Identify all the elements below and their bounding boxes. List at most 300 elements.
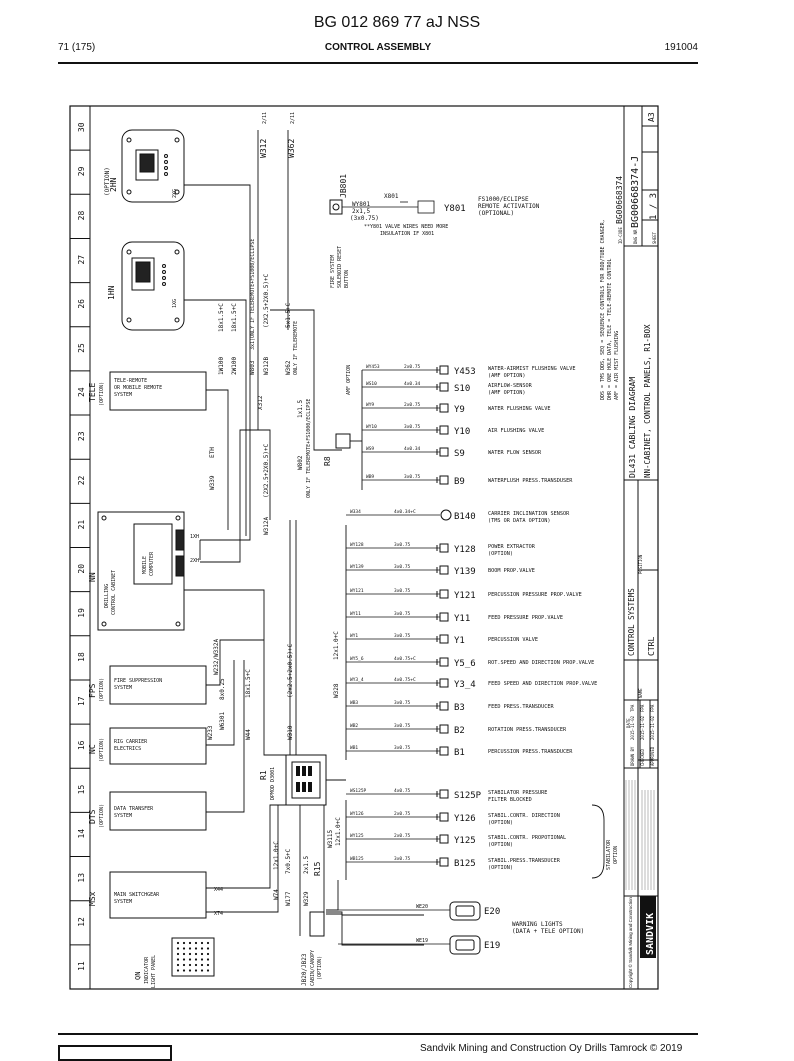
r1-box — [259, 755, 326, 805]
ruler-mark: 24 — [77, 387, 86, 397]
component-row — [362, 474, 573, 487]
ruler-mark: 26 — [77, 299, 86, 309]
component-id: Y453 — [454, 367, 476, 377]
cable-w312-ref: 2/11 — [262, 111, 268, 124]
component-row — [362, 424, 544, 437]
system-name: CONTROL SYSTEMS — [627, 588, 636, 656]
component-desc-2: (OPTION) — [488, 820, 513, 826]
jb20-box — [301, 912, 324, 986]
component-desc: WATER-AIRMIST FLUSHING VALVE — [488, 366, 576, 372]
cable-w312a: W312A — [263, 516, 270, 535]
component-id: B140 — [454, 512, 476, 522]
ruler-mark: 14 — [77, 828, 86, 839]
fps-desc-1: FIRE SUPPRESSION — [114, 678, 163, 684]
component-row — [346, 588, 582, 601]
page-number: 71 (175) — [58, 42, 96, 53]
approved-date: 2015-11-02 — [650, 715, 655, 740]
component-cable-spec: 2x0.75 — [404, 365, 421, 370]
connector-symbol — [440, 366, 448, 374]
amf-option-label: AMF OPTION — [346, 364, 352, 395]
stabilator-label-1: STABILATOR — [606, 839, 612, 870]
ruler-mark: 25 — [77, 343, 86, 353]
panel-2hn-label: 2HN — [109, 177, 118, 192]
cable-w802: W802 — [297, 455, 304, 470]
connector-symbol — [440, 725, 448, 733]
component-id: Y1 — [454, 636, 465, 646]
component-cable-spec: 4x0.34+C — [394, 510, 416, 515]
component-desc: ROT.SPEED AND DIRECTION PROP.VALVE — [488, 660, 595, 666]
component-desc: PERCUSSION PRESS.TRANSDUCER — [488, 749, 573, 755]
component-cable-spec: 3x0.75 — [394, 746, 411, 751]
indicator-light — [177, 969, 179, 971]
dts-desc-2: SYSTEM — [114, 813, 133, 819]
cable-w177: W177 — [285, 891, 292, 906]
component-desc-2: (OPTION) — [488, 865, 513, 871]
component-row — [346, 788, 547, 803]
indicator-light — [189, 969, 191, 971]
fps-desc-2: SYSTEM — [114, 685, 133, 691]
indicator-light — [189, 958, 191, 960]
component-cable-spec: 4x0.34 — [404, 382, 421, 387]
fire-system-1: FIRE SYSTEM — [330, 254, 336, 288]
cable-w177-spec: 7x0.5+C — [285, 848, 292, 874]
connector-1xg: 1XG — [172, 298, 178, 308]
component-cable-spec: 4x0.34 — [404, 447, 421, 452]
jb20-sub: CABIN/CANOPY — [310, 949, 316, 986]
ruler-mark: 19 — [77, 608, 86, 618]
cable-w312b-spec: (2X2.5+2X0.5)+C — [263, 273, 270, 328]
component-id: Y10 — [454, 427, 471, 437]
component-desc: PERCUSSION PRESSURE PROP.VALVE — [488, 592, 582, 598]
cable-w310: W310 — [287, 725, 294, 740]
warning-lights-desc-2: (DATA + TELE OPTION) — [512, 928, 585, 935]
cable-w802-spec: 1x1.5 — [297, 399, 304, 418]
indicator-light — [207, 953, 209, 955]
connector-symbol — [440, 747, 448, 755]
indicator-light — [195, 942, 197, 944]
component-desc: ROTATION PRESS.TRANSDUCER — [488, 727, 567, 733]
component-desc: STABIL.CONTR. DIRECTION — [488, 813, 560, 819]
component-cable: WY11 — [350, 612, 361, 617]
ruler-mark: 16 — [77, 740, 86, 751]
light-e20: E20 — [484, 907, 501, 917]
cable-w44-spec: 18x1.5+C — [245, 669, 252, 698]
component-cable: W334 — [350, 510, 361, 515]
document-number: BG 012 869 77 aJ NSS — [313, 14, 481, 31]
indicator-light — [189, 942, 191, 944]
component-cable: WS125P — [350, 789, 367, 794]
connector-symbol — [440, 383, 448, 391]
indicator-light — [183, 942, 185, 944]
ruler-mark: 12 — [77, 917, 86, 927]
drawing-number: BG00668374-J — [630, 155, 641, 228]
component-id: B2 — [454, 726, 465, 736]
cable-eth: ETH — [209, 447, 216, 458]
component-cable-spec: 3x0.75 — [394, 634, 411, 639]
cable-we19: WE19 — [416, 938, 429, 944]
component-cable: WY10 — [366, 425, 377, 430]
connector-symbol — [440, 544, 448, 552]
jb801-note-2: INSULATION IF X801 — [380, 231, 435, 237]
cable-w232: W232/W332A — [213, 638, 220, 675]
connector-symbol — [440, 858, 448, 866]
component-row — [346, 564, 535, 577]
component-desc-2: FILTER BLOCKED — [488, 797, 532, 803]
indicator-light — [189, 947, 191, 949]
approved-label: APPROVED — [650, 746, 655, 766]
cable-w329-spec: 2x1.5 — [303, 855, 310, 874]
msx-desc-1: MAIN SWITCHGEAR — [114, 892, 160, 898]
dwg-label: DWG NR — [633, 229, 638, 244]
component-row — [362, 364, 575, 379]
cable-w6301-spec: 8x0.25 — [219, 678, 226, 700]
indicator-light — [195, 958, 197, 960]
component-cable: WY128 — [350, 543, 364, 548]
component-cable: WY125 — [350, 834, 364, 839]
cable-w328: W328 — [333, 683, 340, 698]
component-id: Y5_6 — [454, 659, 476, 669]
tele-desc-1: TELE-REMOTE — [114, 378, 148, 384]
connector-x312: X312 — [257, 395, 264, 410]
component-desc: WATERFLUSH PRESS.TRANSDUSER — [488, 478, 573, 484]
component-row — [346, 833, 566, 848]
component-desc-2: (AMF OPTION) — [488, 390, 526, 396]
component-id: B3 — [454, 703, 465, 713]
cable-we20: WE20 — [416, 904, 429, 910]
header-rule — [58, 62, 698, 64]
component-cable-spec: 3x0.75 — [394, 589, 411, 594]
component-row — [346, 677, 597, 690]
component-desc: FEED PRESS.TRANSDUCER — [488, 704, 554, 710]
box-nn — [88, 512, 199, 630]
jb801-wy801-spec2: (3x0.75) — [350, 215, 379, 222]
component-desc-2: (AMF OPTION) — [488, 373, 526, 379]
component-desc: FEED SPEED AND DIRECTION PROP.VALVE — [488, 681, 598, 687]
indicator-light — [195, 969, 197, 971]
component-cable-spec: 3x0.75 — [394, 543, 411, 548]
box-tele — [88, 372, 206, 410]
cable-1w100: 1W100 — [218, 356, 225, 375]
component-desc-2: (TMS OR DATA OPTION) — [488, 518, 551, 524]
cable-w362b-spec: 5x1.5+C — [285, 302, 292, 328]
dts-label: DTS — [88, 809, 97, 824]
component-row — [346, 611, 563, 624]
checked-by: FPA — [640, 704, 645, 712]
drawn-by: TPA — [630, 704, 635, 712]
component-row — [362, 446, 542, 459]
indicator-light — [183, 953, 185, 955]
notes-line-3: AMF = AIR MIST FLUSHING — [614, 330, 620, 400]
header-row — [58, 42, 698, 58]
ruler-mark: 11 — [77, 961, 86, 971]
ruler-mark: 30 — [77, 122, 86, 133]
component-desc: STABILATOR PRESSURE — [488, 790, 548, 796]
fire-system-3: BUTTON — [344, 269, 350, 288]
connector-1xh: 1XH — [190, 534, 200, 540]
component-row — [346, 509, 570, 524]
component-cable-spec: 4x0.75+C — [394, 657, 416, 662]
connector-symbol — [440, 635, 448, 643]
ruler-mark: 27 — [77, 254, 86, 265]
component-cable-spec: 4x0.75+C — [394, 678, 416, 683]
tele-desc-2: OR MOBILE REMOTE — [114, 385, 163, 391]
ruler-mark: 22 — [77, 475, 86, 486]
component-row — [362, 402, 550, 415]
box-qn — [134, 938, 214, 988]
cable-w803-spec: 3x1(ONLY IF TELEREMOTE+FS1000/ECLIPSE — [250, 238, 256, 350]
panel-2hn-option: (OPTION) — [104, 167, 111, 196]
box-dts — [88, 792, 206, 830]
nn-desc-2: CONTROL CABINET — [111, 569, 117, 615]
indicator-light — [177, 964, 179, 966]
jb801-desc-2: REMOTE ACTIVATION — [478, 203, 540, 210]
connector-symbol — [440, 790, 448, 798]
cable-w362-ref: 2/11 — [290, 111, 296, 124]
indicator-light — [177, 947, 179, 949]
cable-w362b-note: ONLY IF TELEREMOTE — [293, 320, 299, 375]
component-cable-spec: 2x0.75 — [394, 834, 411, 839]
msx-desc-2: SYSTEM — [114, 899, 133, 905]
fire-system-2: SOLENOID RESET — [337, 245, 343, 288]
qn-label: QN — [134, 971, 142, 980]
indicator-light — [207, 942, 209, 944]
component-cable: WY453 — [366, 365, 380, 370]
jb20-option: (OPTION) — [317, 955, 323, 980]
indicator-light — [177, 958, 179, 960]
jb801-wy801: WY801 — [352, 201, 371, 208]
position-code: CTRL — [647, 636, 656, 656]
nc-desc-2: ELECTRICS — [114, 746, 142, 752]
component-row — [346, 656, 594, 669]
indicator-light — [201, 942, 203, 944]
component-cable-spec: 3x0.75 — [394, 724, 411, 729]
diagram-frame — [70, 106, 658, 989]
indicator-light — [201, 953, 203, 955]
component-desc: FEED PRESSURE PROP.VALVE — [488, 615, 563, 621]
connector-2xg: 2XG — [172, 188, 178, 198]
nc-option: (OPTION) — [99, 737, 105, 762]
component-cable: WB3 — [350, 701, 359, 706]
component-cable-spec: 4x0.75 — [394, 789, 411, 794]
cable-w803: W803 — [249, 360, 256, 375]
component-cable: WB125 — [350, 857, 364, 862]
fps-label: FPS — [88, 683, 97, 698]
connector-symbol — [440, 835, 448, 843]
component-cable: WY3_4 — [350, 678, 364, 683]
component-bus — [326, 370, 362, 880]
component-cable-spec: 2x0.75 — [394, 812, 411, 817]
cable-w6301: W6301 — [219, 711, 226, 730]
approved-by: FPA — [650, 704, 655, 712]
component-id: S9 — [454, 449, 465, 459]
component-id: Y139 — [454, 567, 476, 577]
ruler-mark: 28 — [77, 210, 86, 221]
indicator-light — [207, 958, 209, 960]
indicator-light — [201, 958, 203, 960]
jb801-label: JB801 — [339, 173, 348, 198]
panel-1hn-label: 1HN — [107, 285, 116, 300]
footer-logo — [58, 1045, 172, 1061]
component-id: B125 — [454, 859, 476, 869]
document-date: 191004 — [664, 42, 698, 53]
sheet-label: SHEET — [652, 231, 657, 244]
qn-desc-1: INDICATOR — [144, 956, 150, 984]
sensor-symbol — [441, 510, 451, 520]
indicator-light — [177, 953, 179, 955]
date-label: DATE — [626, 718, 631, 728]
diagram-title-2: NN-CABINET, CONTROL PANELS, R1-BOX — [643, 324, 652, 478]
connector-symbol — [440, 658, 448, 666]
component-cable-spec: 3x0.75 — [404, 425, 421, 430]
panel-2hn — [104, 130, 184, 202]
component-id: Y11 — [454, 614, 471, 624]
footer-company: Sandvik Mining and Construction Oy Drills Tamrock © 2019 — [420, 1043, 683, 1054]
component-cable-spec: 3x0.75 — [394, 565, 411, 570]
component-desc-2: (OPTION) — [488, 842, 513, 848]
indicator-light — [207, 964, 209, 966]
mobile-computer-1: MOBILE — [142, 555, 148, 574]
box-fps — [88, 666, 206, 704]
warning-lights-desc-1: WARNING LIGHTS — [512, 921, 563, 928]
connector-symbol — [440, 590, 448, 598]
copyright: Copyright © Sandvik Mining and Construction — [628, 897, 633, 988]
ruler-mark: 23 — [77, 431, 86, 442]
component-id: B9 — [454, 477, 465, 487]
indicator-light — [207, 947, 209, 949]
component-row — [346, 700, 554, 713]
section-title: CONTROL ASSEMBLY — [324, 42, 432, 53]
component-cable: WY139 — [350, 565, 364, 570]
notes-line-2: DHR = ONE HOLE DATA, TELE = TELE-REMOTE CONTROL — [607, 258, 613, 400]
diagram-title-1: DL431 CABLING DIAGRAM — [628, 376, 637, 478]
component-id: Y125 — [454, 836, 476, 846]
indicator-light — [201, 964, 203, 966]
cable-w3115: W3115 — [327, 829, 334, 848]
component-desc: STABIL.PRESS.TRANSDUCER — [488, 858, 560, 864]
component-cable-spec: 3x0.75 — [394, 857, 411, 862]
ruler-mark: 21 — [77, 519, 86, 530]
cable-2w100: 2W100 — [231, 356, 238, 375]
notes-line-1: DDS = TMS DDS, SEQ = SEQUENCE CONTROLS FOR ROD/TUBE CHANGER, — [600, 219, 606, 400]
tele-desc-3: SYSTEM — [114, 392, 133, 398]
cable-w339: W339 — [209, 475, 216, 490]
component-cable: WS9 — [366, 447, 375, 452]
component-cable: WY126 — [350, 812, 364, 817]
component-rows — [346, 364, 597, 871]
component-row — [346, 542, 536, 557]
component-desc: POWER EXTRACTOR — [488, 544, 535, 550]
component-desc: AIRFLOW-SENSOR — [488, 383, 532, 389]
jb801-desc-3: (OPTIONAL) — [478, 210, 515, 217]
component-row — [346, 723, 567, 736]
cable-w74-spec: 12x1.0+C — [273, 841, 280, 870]
jb801-box — [330, 174, 348, 214]
component-id: Y3_4 — [454, 680, 476, 690]
id-label: ID-CODE — [618, 227, 623, 244]
component-id: Y128 — [454, 545, 476, 555]
stabilator-bracket — [592, 805, 619, 878]
msx-label: MSx — [88, 891, 97, 906]
connector-2xh: 2XH — [190, 558, 200, 564]
r8-label: R8 — [323, 456, 332, 466]
indicator-light — [195, 953, 197, 955]
box-nc — [88, 728, 206, 764]
cable-w312b: W312B — [263, 356, 270, 375]
jb801-x801: X801 — [384, 193, 399, 200]
jb20-label: JB20/JB23 — [301, 953, 308, 986]
sheet-size: A3 — [647, 112, 656, 122]
connector-symbol — [440, 679, 448, 687]
connector-x74: X74 — [214, 911, 224, 917]
component-id: Y121 — [454, 591, 476, 601]
component-id: B1 — [454, 748, 465, 758]
connector-symbol — [440, 702, 448, 710]
indicator-light — [189, 964, 191, 966]
ruler-mark: 17 — [77, 696, 86, 707]
nn-label: NN — [88, 572, 97, 582]
indicator-light — [201, 969, 203, 971]
dts-option: (OPTION) — [99, 803, 105, 828]
jb801-y801: Y801 — [444, 204, 466, 214]
indicator-light — [189, 953, 191, 955]
indicator-light — [183, 947, 185, 949]
connector-symbol — [440, 813, 448, 821]
component-desc: PERCUSSION VALVE — [488, 637, 538, 643]
tele-option: (OPTION) — [99, 381, 105, 406]
tele-label: TELE — [88, 382, 97, 402]
nc-desc-1: RIG CARRIER — [114, 739, 148, 745]
ruler-mark: 15 — [77, 784, 86, 795]
cable-w310-spec: (2x2.5+2x0.5)+C — [287, 643, 294, 698]
ruler-mark: 13 — [77, 872, 86, 883]
cable-w312a-spec: (2X2.5+2X0.5)+C — [263, 443, 270, 498]
cable-w74: W74 — [273, 889, 280, 900]
cable-w233: W233 — [207, 725, 214, 740]
nn-desc-1: DRILLING — [104, 583, 110, 608]
component-cable: WY121 — [350, 589, 364, 594]
indicator-light — [195, 964, 197, 966]
cable-w362: W362 — [287, 138, 296, 158]
component-cable: WB9 — [366, 475, 375, 480]
component-cable-spec: 3x0.75 — [404, 475, 421, 480]
sheet-number: 1 / 3 — [649, 192, 659, 220]
name-label: NAME — [638, 688, 643, 698]
component-desc-2: (OPTION) — [488, 551, 513, 557]
cable-2w100-spec: 18x1.5+C — [231, 303, 238, 332]
component-cable: WB1 — [350, 746, 359, 751]
diagram-svg — [64, 100, 664, 995]
connector-symbol — [440, 404, 448, 412]
component-desc: WATER FLOW SENSOR — [488, 450, 542, 456]
mobile-computer-2: COMPUTER — [149, 551, 155, 576]
component-row — [346, 633, 538, 646]
sandvik-logo: SANDVIK — [645, 912, 656, 955]
cable-routes — [184, 130, 424, 945]
connector-symbol — [440, 476, 448, 484]
drawn-date: 2015-11-02 — [630, 715, 635, 740]
component-desc: CARRIER INCLINATION SENSOR — [488, 511, 570, 517]
connector-symbol — [440, 448, 448, 456]
box-msx — [88, 872, 223, 918]
qn-desc-2: LIGHT PANEL — [151, 954, 157, 988]
component-cable: WY1 — [350, 634, 359, 639]
indicator-light — [177, 942, 179, 944]
cable-w362b: W362 — [285, 360, 292, 375]
component-cable-spec: 3x0.75 — [394, 612, 411, 617]
indicator-light — [183, 964, 185, 966]
indicator-light — [201, 947, 203, 949]
connector-symbol — [440, 613, 448, 621]
